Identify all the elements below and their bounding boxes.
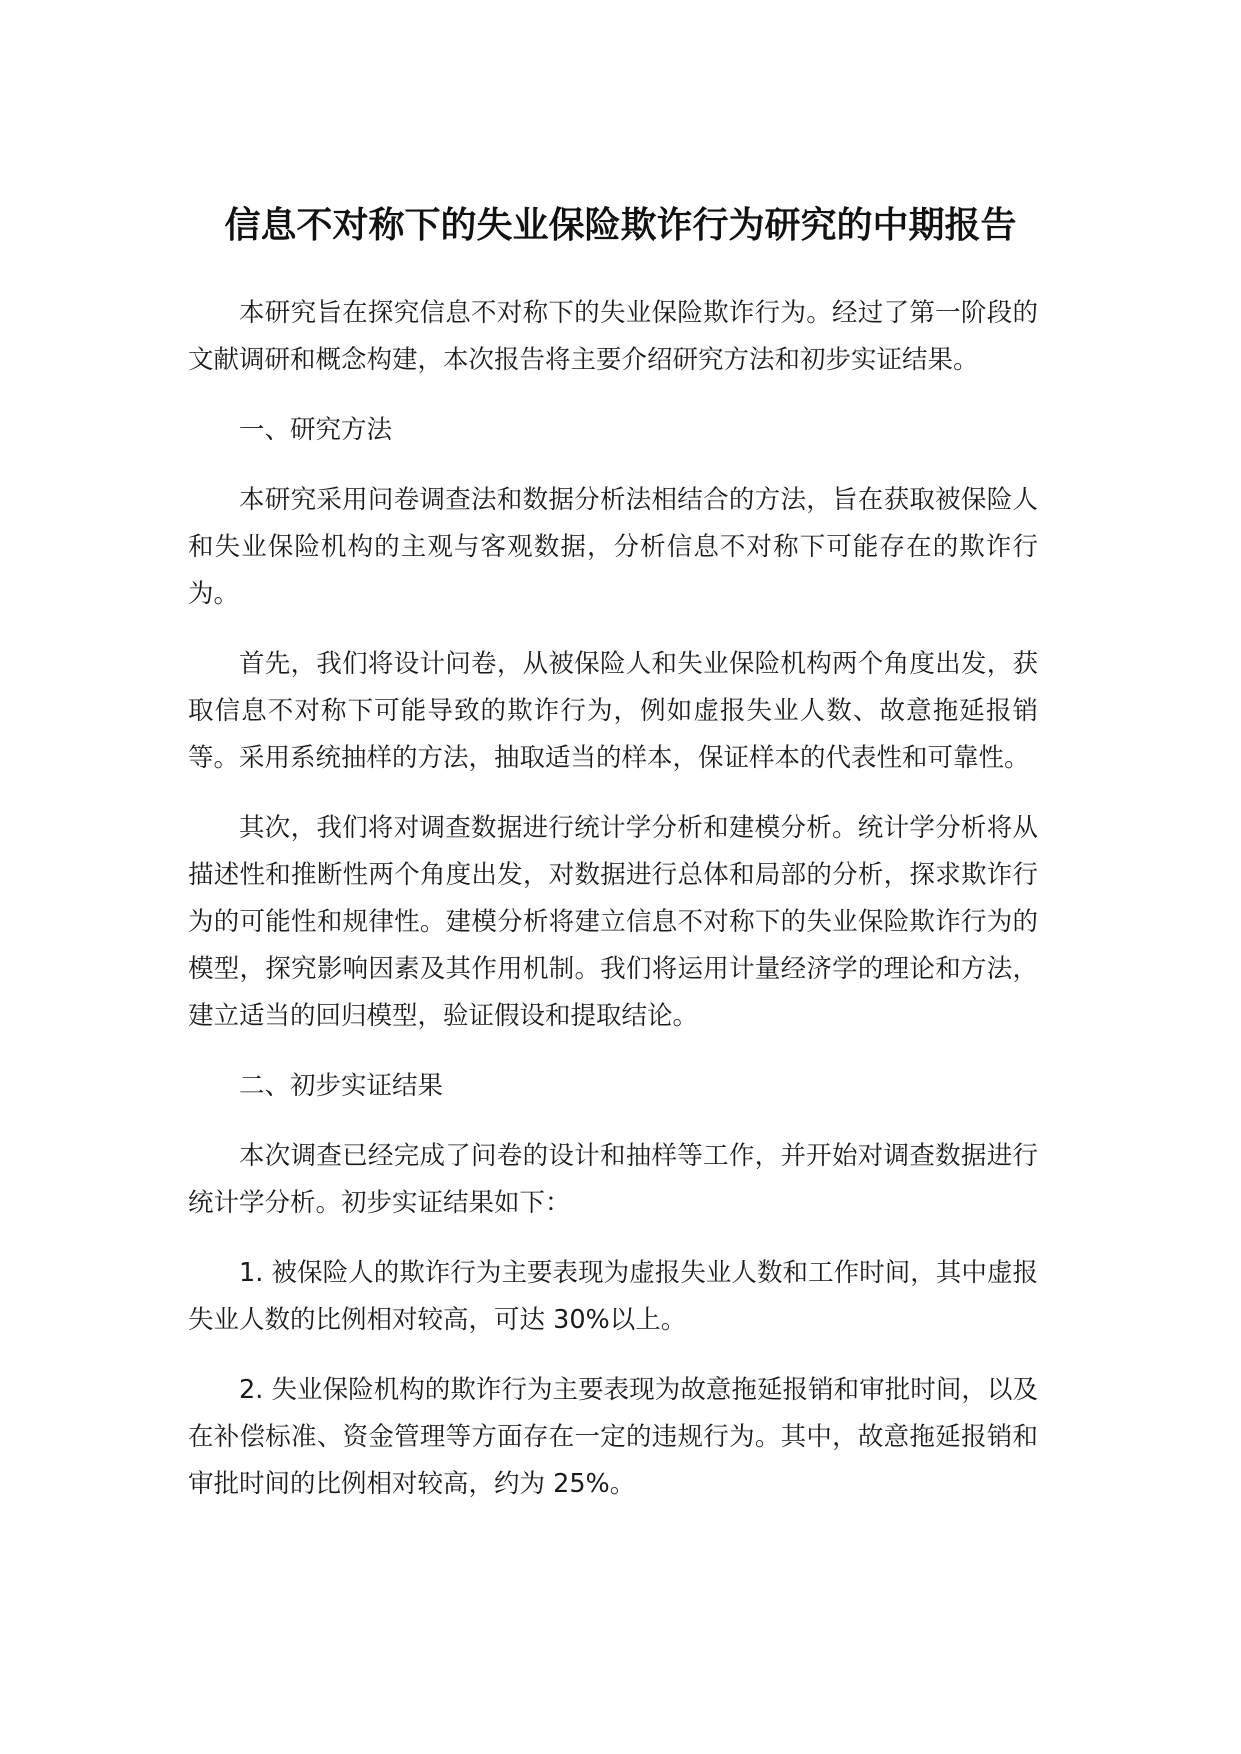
results-item-1: 1. 被保险人的欺诈行为主要表现为虚报失业人数和工作时间，其中虚报失业人数的比例相对较高，可达 30%以上。 bbox=[188, 1258, 1038, 1335]
document-body bbox=[188, 290, 1038, 1531]
section-heading-methods: 一、研究方法 bbox=[239, 415, 393, 445]
results-paragraph-intro: 本次调查已经完成了问卷的设计和抽样等工作，并开始对调查数据进行统计学分析。初步实证结果如下： bbox=[188, 1141, 1038, 1218]
methods-paragraph-2: 首先，我们将设计问卷，从被保险人和失业保险机构两个角度出发，获取信息不对称下可能导致的欺诈行为，例如虚报失业人数、故意拖延报销等。采用系统抽样的方法，抽取适当的样本，保证样本的代表性和可靠性。 bbox=[188, 649, 1038, 773]
results-item-2: 2. 失业保险机构的欺诈行为主要表现为故意拖延报销和审批时间，以及在补偿标准、资金管理等方面存在一定的违规行为。其中，故意拖延报销和审批时间的比例相对较高，约为 25%。 bbox=[188, 1375, 1038, 1499]
methods-paragraph-1: 本研究采用问卷调查法和数据分析法相结合的方法，旨在获取被保险人和失业保险机构的主观与客观数据，分析信息不对称下可能存在的欺诈行为。 bbox=[188, 485, 1038, 609]
intro-paragraph: 本研究旨在探究信息不对称下的失业保险欺诈行为。经过了第一阶段的文献调研和概念构建，本次报告将主要介绍研究方法和初步实证结果。 bbox=[188, 298, 1038, 375]
document-title: 信息不对称下的失业保险欺诈行为研究的中期报告 bbox=[224, 205, 1017, 247]
section-heading-results: 二、初步实证结果 bbox=[239, 1071, 444, 1101]
methods-paragraph-3: 其次，我们将对调查数据进行统计学分析和建模分析。统计学分析将从描述性和推断性两个角度出发，对数据进行总体和局部的分析，探求欺诈行为的可能性和规律性。建模分析将建立信息不对称下的失业保险欺诈行为的模型，探究影响因素及其作用机制。我们将运用计量经济学的理论和方法，建立适当的回归模型，验证假设和提取结论。 bbox=[188, 813, 1038, 1031]
